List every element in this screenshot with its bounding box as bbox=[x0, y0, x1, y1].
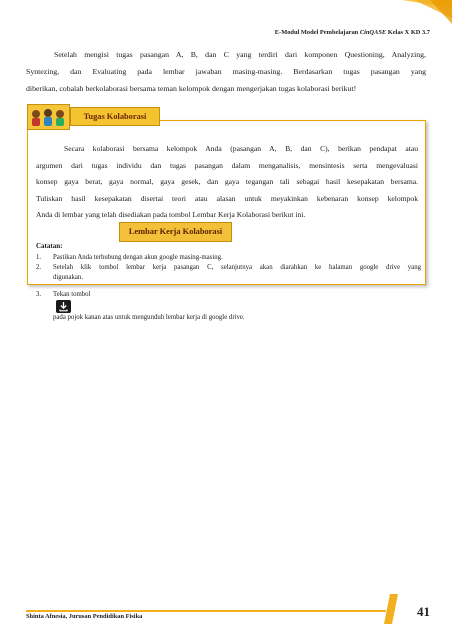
people-collaboration-icon bbox=[27, 104, 70, 130]
download-icon bbox=[56, 300, 71, 313]
page-header bbox=[275, 29, 430, 36]
note-number: 2. bbox=[36, 264, 42, 271]
tugas-line-1: Secara kolaborasi bersama kelompok Anda (pasangan A, B, dan C), berikan pendapat atau bbox=[64, 144, 418, 153]
note-text-cont: digunakan. bbox=[53, 274, 84, 281]
lembar-kerja-kolaborasi-button[interactable]: Lembar Kerja Kolaborasi bbox=[119, 222, 232, 242]
intro-line-1: Setelah mengisi tugas pasangan A, B, dan C yang terdiri dari komponen Questioning, Analyzing, bbox=[54, 50, 426, 59]
tugas-line-3: konsep gaya berat, gaya normal, gaya gesek, dan gaya tegangan tali sebagai hasil kesepakatan bersama. bbox=[36, 177, 418, 186]
note-text-post: pada pojok kanan atas untuk mengunduh lembar kerja di google drive. bbox=[53, 314, 245, 321]
header-prefix: E-Modul Model Pembelajaran bbox=[274, 29, 359, 36]
note-number: 1. bbox=[36, 254, 42, 261]
tugas-kolaborasi-title: Tugas Kolaborasi bbox=[70, 107, 160, 126]
header-suffix: Kelas X KD 3.7 bbox=[387, 29, 430, 36]
intro-line-3: diberikan, cobalah berkolaborasi bersama teman kelompok dengan mengerjakan tugas kolaborasi berikut! bbox=[26, 84, 357, 93]
page-number: 41 bbox=[417, 604, 430, 619]
header-model: CinQASE bbox=[359, 29, 387, 36]
catatan-title: Catatan: bbox=[36, 242, 63, 250]
intro-line-2: Syntezing, dan Evaluating pada lembar jawaban masing-masing. Berdasarkan tugas pasangan yang bbox=[26, 67, 426, 76]
note-text: Pastikan Anda terhubung dengan akun google masing-masing. bbox=[53, 254, 223, 261]
tugas-line-2: argumen dari tugas individu dan tugas pasangan dalam menganalisis, mensintesis serta mengevaluasi bbox=[36, 160, 418, 170]
footer-line bbox=[26, 610, 386, 612]
note-number: 3. bbox=[36, 291, 42, 298]
note-text-pre: Tekan tombol bbox=[53, 291, 91, 298]
footer-decoration bbox=[384, 594, 398, 624]
corner-decoration bbox=[372, 0, 452, 30]
intro-paragraph bbox=[26, 46, 426, 97]
tugas-description bbox=[36, 141, 418, 224]
footer-author: Shinta Afnesia, Jurusan Pendidikan Fisika bbox=[26, 613, 143, 620]
tugas-line-4: Tuliskan hasil kesepakatan disertai teori atau alasan untuk meyakinkan kebenaran konsep kelompok bbox=[36, 193, 418, 203]
tugas-line-5: Anda di lembar yang telah disediakan pada tombol Lembar Kerja Kolaborasi berikut ini. bbox=[36, 210, 306, 219]
note-text: Setelah klik tombol lembar kerja pasangan C, selanjutnya akan diarahkan ke halaman google drive yang bbox=[53, 264, 421, 271]
